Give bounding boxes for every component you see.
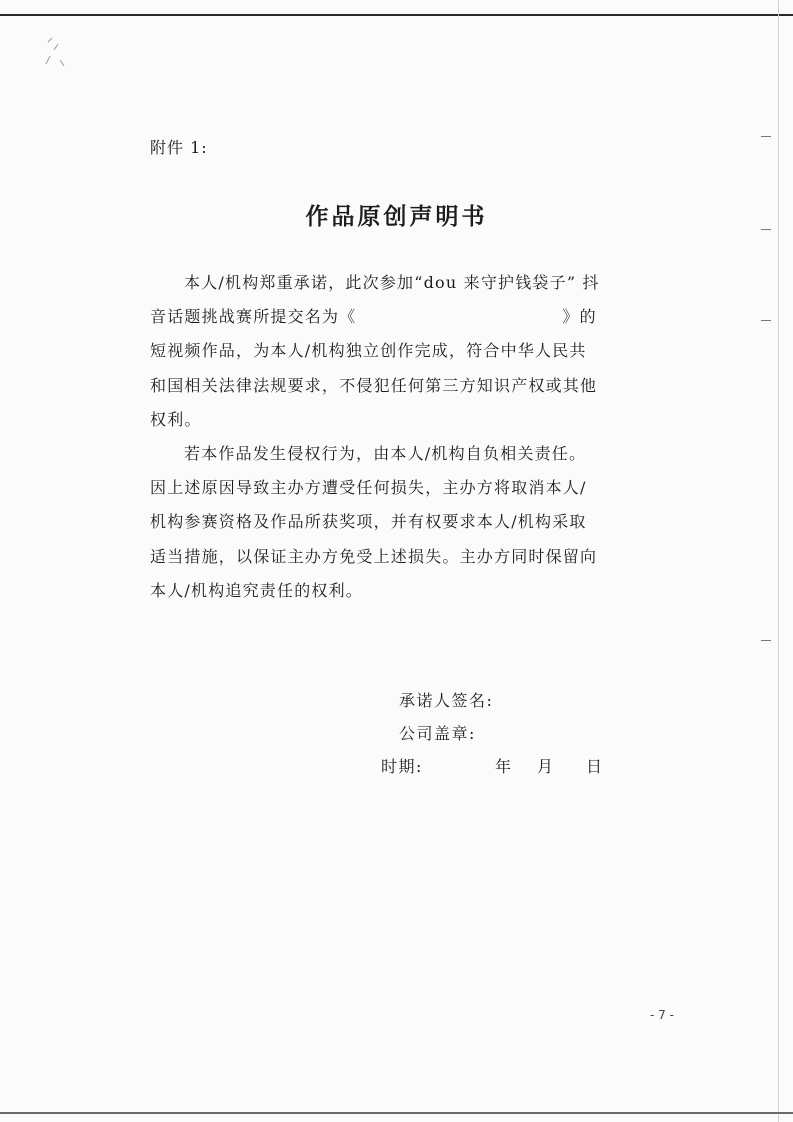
text-line: 权利。 <box>150 409 202 429</box>
page-number: - 7 - <box>650 1008 674 1022</box>
text-line: 本人/机构追究责任的权利。 <box>150 580 363 600</box>
document-title: 作品原创声明书 <box>305 203 488 230</box>
text-line: 因上述原因导致主办方遭受任何损失，主办方将取消本人/ <box>150 478 587 498</box>
text-line: 适当措施，以保证主办方免受上述损失。主办方同时保留向 <box>150 546 598 566</box>
paragraph-commitment <box>150 266 628 437</box>
day-label: 日 <box>586 757 604 776</box>
scan-edge-mark <box>761 640 771 641</box>
text-line: 若本作品发生侵权行为，由本人/机构自负相关责任。 <box>184 444 587 464</box>
scan-smudge <box>40 30 70 70</box>
scan-edge-mark <box>761 320 771 321</box>
date-row <box>381 754 604 777</box>
date-label: 时期: <box>381 757 423 776</box>
scan-edge-mark <box>761 136 771 137</box>
year-label: 年 <box>495 757 513 776</box>
declaration-body <box>150 266 628 608</box>
month-label: 月 <box>537 757 555 776</box>
text-fragment: 音话题挑战赛所提交名为《 <box>150 307 357 327</box>
text-line <box>150 300 628 334</box>
scan-top-border <box>0 14 793 16</box>
paragraph-liability <box>150 437 628 608</box>
text-line: 和国相关法律法规要求，不侵犯任何第三方知识产权或其他 <box>150 375 598 395</box>
attachment-label: 附件 1: <box>150 138 208 157</box>
text-line: 机构参赛资格及作品所获奖项，并有权要求本人/机构采取 <box>150 512 587 532</box>
text-line: 短视频作品，为本人/机构独立创作完成，符合中华人民共 <box>150 341 587 361</box>
company-seal-label: 公司盖章: <box>399 724 476 743</box>
text-line: 本人/机构郑重承诺，此次参加“dou 来守护钱袋子” 抖 <box>184 273 600 292</box>
text-fragment: 》的 <box>562 307 597 327</box>
scan-right-edge <box>778 0 779 1122</box>
scan-bottom-border <box>0 1112 793 1114</box>
signer-signature-label: 承诺人签名: <box>399 691 494 710</box>
